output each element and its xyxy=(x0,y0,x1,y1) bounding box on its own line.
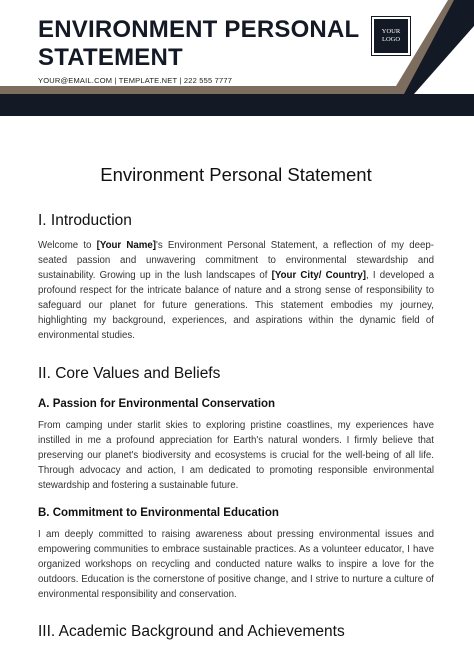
city-placeholder: [Your City/ Country] xyxy=(271,270,366,281)
contact-info: YOUR@EMAIL.COM | TEMPLATE.NET | 222 555 7777 xyxy=(38,76,233,85)
subsection-heading: A. Passion for Environmental Conservation xyxy=(38,398,276,410)
name-placeholder: [Your Name] xyxy=(96,240,156,251)
intro-text: , I developed a profound respect for the intricate balance of nature and a strong sense of responsibility to safeguard our planet for future generations. This statement embodies my journey, highlighting my background, experiences, and aspirations within the dynamic field of environmental studies. xyxy=(38,270,435,341)
section-academic xyxy=(38,622,434,642)
section-introduction xyxy=(38,211,434,343)
subsection-passion xyxy=(38,397,434,493)
intro-paragraph xyxy=(38,238,434,343)
header-banner xyxy=(0,0,474,116)
section-core-values xyxy=(38,364,434,602)
section-heading: III. Academic Background and Achievements xyxy=(38,623,345,640)
passion-paragraph: From camping under starlit skies to exploring pristine coastlines, my experiences have instilled in me a profound appreciation for Earth's natural wonders. I firmly believe that preserving our planet's biodiversity and ecosystems is crucial for the well-being of all life. Through advocacy and action, I am dedicated to promoting responsible environmental stewardship and fostering a sustainable future. xyxy=(38,420,434,491)
subsection-education xyxy=(38,506,434,602)
education-paragraph: I am deeply committed to raising awareness about pressing environmental issues and empowering communities to embrace sustainable practices. As a volunteer educator, I have organized workshops on recycling and conducted nature walks to inspire a love for the outdoors. Education is the cornerstone of positive change, and I strive to nurture a culture of environmental responsibility and conservation. xyxy=(38,529,434,600)
document-title: Environment Personal Statement xyxy=(100,164,372,185)
logo-placeholder: YOUR LOGO xyxy=(372,17,410,55)
document-body xyxy=(38,158,434,642)
header-title: ENVIRONMENT PERSONAL STATEMENT xyxy=(38,16,359,71)
section-heading: II. Core Values and Beliefs xyxy=(38,365,221,382)
intro-text: Welcome to xyxy=(38,240,97,251)
intro-text: 's Environment Personal Statement, a reflection of my deep-seated passion and unwavering commitment to environmental stewardship and sustainability. Growing up in the lush landscapes of xyxy=(38,240,434,281)
subsection-heading: B. Commitment to Environmental Education xyxy=(38,507,279,519)
section-heading: I. Introduction xyxy=(38,212,132,229)
